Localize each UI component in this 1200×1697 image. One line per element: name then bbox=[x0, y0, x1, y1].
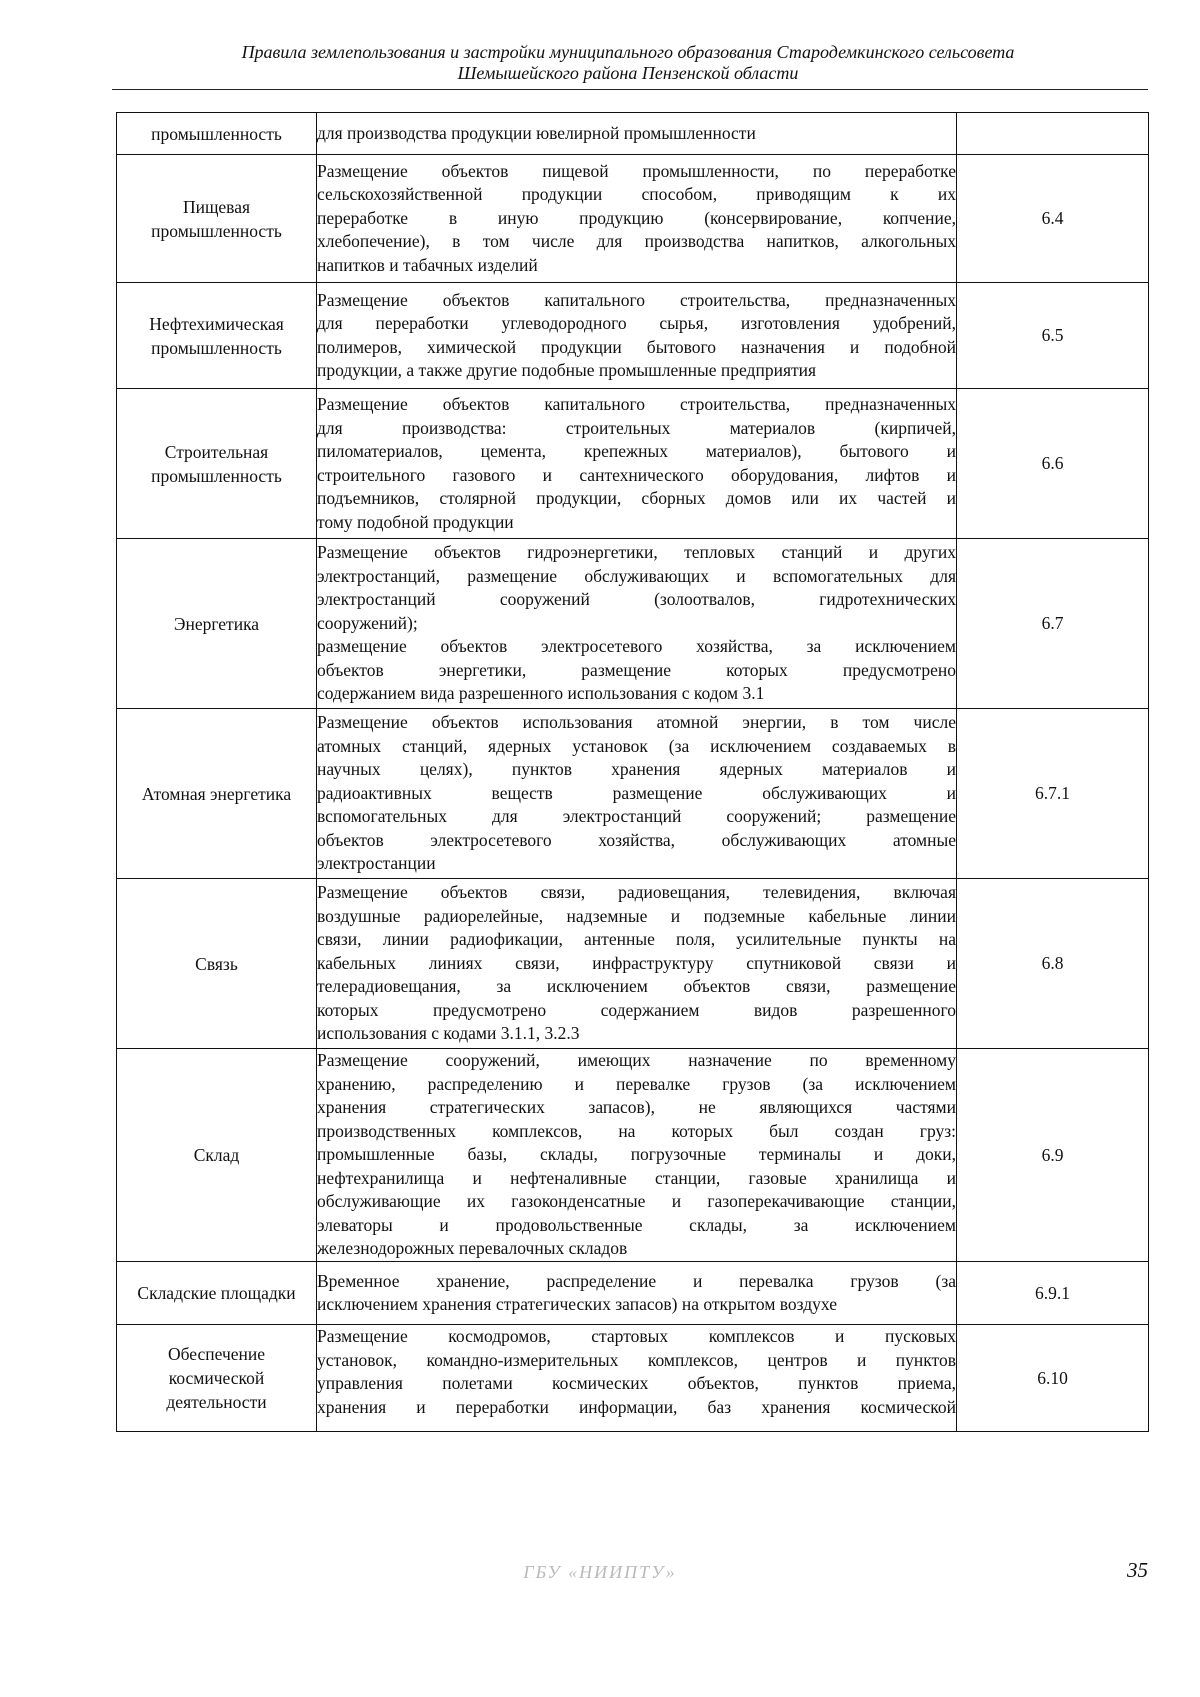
description-line: содержанием вида разрешенного использования с кодом 3.1 bbox=[317, 683, 765, 704]
description-line: Размещение объектов капитального строительства, предназначенных bbox=[317, 394, 956, 414]
description-line: Размещение объектов капитального строительства, предназначенных bbox=[317, 289, 956, 310]
description-line: Размещение объектов связи, радиовещания, телевидения, включая bbox=[317, 882, 956, 903]
use-type-name-line: Атомная энергетика bbox=[141, 783, 292, 804]
use-type-name-line: космической bbox=[168, 1368, 265, 1388]
description-line: продукции, а также другие подобные промышленные предприятия bbox=[317, 360, 817, 380]
description-line: управления полетами космических объектов, пунктов приема, bbox=[317, 1373, 956, 1393]
description-line: хлебопечение), в том числе для производства напитков, алкогольных bbox=[317, 231, 956, 252]
description-line: которых предусмотрено содержанием видов разрешенного bbox=[317, 999, 956, 1020]
description-line: научных целях), пунктов хранения ядерных материалов и bbox=[317, 759, 956, 780]
description-line: объектов энергетики, размещение которых предусмотрено bbox=[317, 659, 956, 680]
table-row bbox=[117, 283, 1149, 389]
page-number: 35 bbox=[1127, 1558, 1148, 1582]
description-line: производственных комплексов, на которых был создан груз: bbox=[317, 1120, 956, 1141]
use-type-name-line: Пищевая bbox=[182, 196, 251, 217]
description-line: атомных станций, ядерных установок (за исключением создаваемых в bbox=[317, 735, 956, 756]
use-type-name-line: промышленность bbox=[151, 123, 282, 144]
use-type-name-line: Склад bbox=[193, 1145, 240, 1165]
description-line: пиломатериалов, цемента, крепежных материалов), бытового и bbox=[317, 441, 956, 461]
use-type-description bbox=[317, 113, 957, 155]
table-row bbox=[117, 113, 1149, 155]
description-line: установок, командно-измерительных комплексов, центров и пунктов bbox=[317, 1349, 956, 1370]
table-row bbox=[117, 1325, 1149, 1432]
table-row bbox=[117, 539, 1149, 709]
land-use-table bbox=[116, 112, 1149, 1432]
description-line: вспомогательных для электростанций сооружений; размещение bbox=[317, 806, 956, 827]
use-type-name-line: промышленность bbox=[151, 220, 282, 241]
description-line: полимеров, химической продукции бытового назначения и подобной bbox=[317, 336, 956, 357]
description-line: тому подобной продукции bbox=[317, 511, 514, 532]
description-line: переработке в иную продукцию (консервирование, копчение, bbox=[317, 207, 956, 228]
use-type-name bbox=[117, 1262, 317, 1325]
description-line: электростанций сооружений (золоотвалов, гидротехнических bbox=[317, 589, 956, 610]
header-line-1: Правила землепользования и застройки муниципального образования Стародемкинского сельсовета bbox=[241, 42, 1015, 62]
description-line: использования с кодами 3.1.1, 3.2.3 bbox=[317, 1023, 580, 1044]
description-line: объектов электросетевого хозяйства, обслуживающих атомные bbox=[317, 829, 956, 850]
use-type-description bbox=[317, 879, 957, 1049]
use-type-description bbox=[317, 1325, 957, 1432]
use-type-name-line: Обеспечение bbox=[167, 1344, 266, 1364]
use-type-name bbox=[117, 879, 317, 1049]
use-type-code: 6.6 bbox=[957, 389, 1149, 539]
description-line: хранения и переработки информации, баз хранения космической bbox=[317, 1396, 956, 1417]
header-divider bbox=[112, 89, 1148, 90]
use-type-name-line: промышленность bbox=[151, 465, 282, 486]
description-line: размещение объектов электросетевого хозяйства, за исключением bbox=[317, 636, 956, 657]
footer-publisher: ГБУ «НИИПТУ» bbox=[523, 1562, 677, 1582]
description-line: обслуживающие их газоконденсатные и газоперекачивающие станции, bbox=[317, 1191, 956, 1212]
table-row bbox=[117, 1049, 1149, 1262]
use-type-code: 6.4 bbox=[957, 155, 1149, 283]
use-type-description bbox=[317, 1049, 957, 1262]
description-line: радиоактивных веществ размещение обслуживающих и bbox=[317, 782, 956, 803]
table-row bbox=[117, 1262, 1149, 1325]
description-line: Размещение объектов использования атомной энергии, в том числе bbox=[317, 712, 956, 733]
use-type-name-line: промышленность bbox=[151, 337, 282, 358]
use-type-name-line: Строительная bbox=[164, 441, 269, 462]
use-type-name-line: Энергетика bbox=[173, 613, 260, 634]
description-line: элеваторы и продовольственные склады, за исключением bbox=[317, 1214, 956, 1235]
use-type-code bbox=[957, 113, 1149, 155]
use-type-name-line: Нефтехимическая bbox=[149, 313, 284, 334]
use-type-code: 6.9.1 bbox=[957, 1262, 1149, 1325]
table-row bbox=[117, 155, 1149, 283]
description-line: сооружений); bbox=[317, 612, 418, 633]
description-line: для производства продукции ювелирной промышленности bbox=[317, 122, 756, 143]
description-line: исключением хранения стратегических запасов) на открытом воздухе bbox=[317, 1294, 838, 1314]
use-type-name bbox=[117, 113, 317, 155]
use-type-description bbox=[317, 1262, 957, 1325]
description-line: связи, линии радиофикации, антенные поля, усилительные пункты на bbox=[317, 929, 956, 950]
use-type-code: 6.8 bbox=[957, 879, 1149, 1049]
description-line: электростанции bbox=[317, 853, 436, 874]
description-line: Временное хранение, распределение и перевалка грузов (за bbox=[317, 1270, 956, 1291]
use-type-description bbox=[317, 539, 957, 709]
use-type-description bbox=[317, 709, 957, 879]
description-line: электростанций, размещение обслуживающих и вспомогательных для bbox=[317, 565, 956, 586]
use-type-code: 6.10 bbox=[957, 1325, 1149, 1432]
page-header bbox=[110, 42, 1146, 84]
use-type-name bbox=[117, 709, 317, 879]
description-line: строительного газового и сантехнического оборудования, лифтов и bbox=[317, 464, 956, 485]
table-body bbox=[117, 113, 1149, 1432]
table-row bbox=[117, 879, 1149, 1049]
table-row bbox=[117, 389, 1149, 539]
use-type-name-line: деятельности bbox=[166, 1392, 267, 1412]
description-line: нефтехранилища и нефтеналивные станции, газовые хранилища и bbox=[317, 1167, 956, 1188]
description-line: подъемников, столярной продукции, сборных домов или их частей и bbox=[317, 488, 956, 508]
description-line: Размещение объектов гидроэнергетики, тепловых станций и других bbox=[317, 542, 956, 563]
description-line: промышленные базы, склады, погрузочные терминалы и доки, bbox=[317, 1144, 956, 1165]
use-type-description bbox=[317, 155, 957, 283]
table-row bbox=[117, 709, 1149, 879]
description-line: напитков и табачных изделий bbox=[317, 254, 538, 275]
description-line: хранению, распределению и перевалке грузов (за исключением bbox=[317, 1073, 956, 1094]
use-type-name bbox=[117, 539, 317, 709]
use-type-name-line: Складские площадки bbox=[137, 1283, 296, 1303]
description-line: сельскохозяйственной продукции способом, приводящим к их bbox=[317, 184, 956, 205]
header-line-2: Шемышейского района Пензенской области bbox=[457, 63, 799, 83]
description-line: для переработки углеводородного сырья, изготовления удобрений, bbox=[317, 313, 956, 333]
use-type-name bbox=[117, 389, 317, 539]
use-type-code: 6.9 bbox=[957, 1049, 1149, 1262]
use-type-name bbox=[117, 283, 317, 389]
description-line: Размещение космодромов, стартовых комплексов и пусковых bbox=[317, 1326, 956, 1346]
description-line: кабельных линиях связи, инфраструктуру спутниковой связи и bbox=[317, 952, 956, 973]
use-type-code: 6.7.1 bbox=[957, 709, 1149, 879]
description-line: телерадиовещания, за исключением объектов связи, размещение bbox=[317, 976, 956, 997]
description-line: Размещение объектов пищевой промышленности, по переработке bbox=[317, 160, 956, 181]
description-line: железнодорожных перевалочных складов bbox=[317, 1238, 628, 1259]
use-type-description bbox=[317, 389, 957, 539]
use-type-name-line: Связь bbox=[195, 953, 238, 974]
description-line: хранения стратегических запасов), не являющихся частями bbox=[317, 1097, 956, 1118]
description-line: для производства: строительных материалов (кирпичей, bbox=[317, 417, 956, 438]
use-type-description bbox=[317, 283, 957, 389]
description-line: Размещение сооружений, имеющих назначение по временному bbox=[317, 1050, 956, 1071]
use-type-name bbox=[117, 155, 317, 283]
use-type-code: 6.5 bbox=[957, 283, 1149, 389]
use-type-name bbox=[117, 1049, 317, 1262]
use-type-name bbox=[117, 1325, 317, 1432]
description-line: воздушные радиорелейные, надземные и подземные кабельные линии bbox=[317, 905, 956, 926]
use-type-code: 6.7 bbox=[957, 539, 1149, 709]
